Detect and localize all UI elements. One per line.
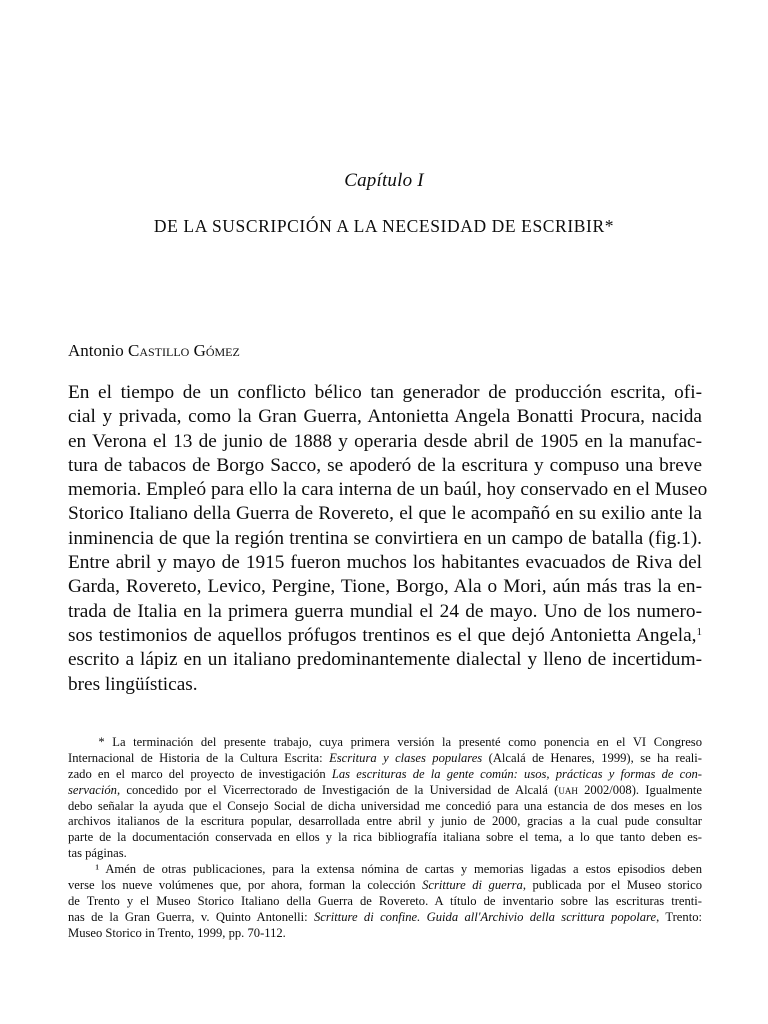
body-line-text: sos testimonios de aquellos prófugos trentinos es el que dejó Antonietta Angela, <box>68 624 697 646</box>
body-line: bres lingüísticas. <box>68 673 198 695</box>
footnote-line <box>68 735 702 751</box>
footnote-smallcaps: uah <box>558 782 578 797</box>
body-line: en Verona el 13 de junio de 1888 y operaria desde abril de 1905 en la manufac- <box>68 430 702 452</box>
footnote-text: nas de la Gran Guerra, v. Quinto Antonelli: <box>68 909 314 924</box>
footnote-line: Museo Storico in Trento, 1999, pp. 70-112. <box>68 925 286 940</box>
footnote-text: , Trento: <box>656 909 702 924</box>
footnote-line <box>68 910 702 926</box>
footnote-line: debo señalar la ayuda que el Consejo Social de dicha universidad me concedió para una estancia de dos meses en los <box>68 798 702 813</box>
footnote-title-italic: Scritture di guerra <box>422 878 523 893</box>
body-line: En el tiempo de un conflicto bélico tan generador de producción escrita, ofi- <box>68 382 702 403</box>
footnote-line: archivos italianos de la escritura popular, desarrollada entre abril y junio de 2000, gracias a la cual pude consultar <box>68 814 702 829</box>
footnote-line: de Trento y el Museo Storico Italiano della Guerra de Rovereto. A título de inventario sobre las escrituras trenti- <box>68 893 702 908</box>
footnote-line: parte de la documentación conservada en ellos y la rica bibliografía italiana sobre el tema, a lo que tanto deben es- <box>68 830 702 845</box>
author-first-name: Antonio <box>68 341 128 360</box>
footnote-star-line-1: * La terminación del presente trabajo, cuya primera versión la presenté como ponencia en el VI Congreso <box>98 735 702 749</box>
footnote-1-line-1: ¹ Amén de otras publicaciones, para la extensa nómina de cartas y memorias ligadas a estos episodios deben <box>95 862 702 877</box>
body-line: Garda, Rovereto, Levico, Pergine, Tione, Borgo, Ala o Mori, aún más tras la en- <box>68 576 702 598</box>
body-line: tura de tabacos de Borgo Sacco, se apoderó de la escritura y compuso una breve <box>68 454 702 476</box>
footnote-text: zado en el marco del proyecto de investigación <box>68 766 332 781</box>
footnote-line: tas páginas. <box>68 846 127 861</box>
footnotes <box>68 735 702 942</box>
footnote-text: verse los nueve volúmenes que, por ahora, forman la colección <box>68 878 423 893</box>
footnote-line <box>68 878 702 894</box>
footnote-title-italic: Scritture di confine. Guida all'Archivio della scrittura popolare <box>313 909 657 924</box>
footnote-line <box>68 862 702 878</box>
body-line-with-ref <box>68 624 702 648</box>
body-line: trada de Italia en la primera guerra mundial el 24 de mayo. Uno de los numero- <box>68 600 702 622</box>
chapter-label: Capítulo I <box>344 170 424 191</box>
body-line: cial y privada, como la Gran Guerra, Antonietta Angela Bonatti Procura, nacida <box>68 406 702 428</box>
chapter-title: DE LA SUSCRIPCIÓN A LA NECESIDAD DE ESCRIBIR* <box>153 216 615 236</box>
body-line: escrito a lápiz en un italiano predominantemente dialectal y lleno de incertidum- <box>68 649 702 671</box>
footnote-line <box>68 751 702 767</box>
author-last-name: Castillo Gómez <box>127 341 240 360</box>
footnote-title-italic: servación <box>68 782 117 797</box>
footnote-title-italic: Escritura y clases populares <box>329 750 483 765</box>
footnote-line <box>68 767 702 783</box>
author-name <box>68 341 240 361</box>
body-line: Storico Italiano della Guerra de Rovereto, el que le acompañó en su exilio ante la <box>68 503 702 525</box>
footnote-ref: 1 <box>696 625 702 638</box>
footnote-title-italic: Las escrituras de la gente común: usos, prácticas y formas de con- <box>331 766 702 781</box>
footnote-text: , concedido por el Vicerrectorado de Investigación de la Universidad de Alcalá ( <box>116 782 559 797</box>
footnote-text: Internacional de Historia de la Cultura Escrita: <box>68 750 330 765</box>
body-line: Entre abril y mayo de 1915 fueron muchos los habitantes evacuados de Riva del <box>68 552 702 574</box>
footnote-line <box>68 783 702 799</box>
body-line: memoria. Empleó para ello la cara interna de un baúl, hoy conservado en el Museo <box>68 479 708 501</box>
footnote-text: (Alcalá de Henares, 1999), se ha reali- <box>482 750 702 765</box>
footnote-text: 2002/008). Igualmente <box>577 782 702 797</box>
body-line: inminencia de que la región trentina se convirtiera en un campo de batalla (fig.1). <box>68 527 702 549</box>
footnote-text: , publicada por el Museo storico <box>522 878 702 893</box>
body-paragraph <box>68 381 708 697</box>
